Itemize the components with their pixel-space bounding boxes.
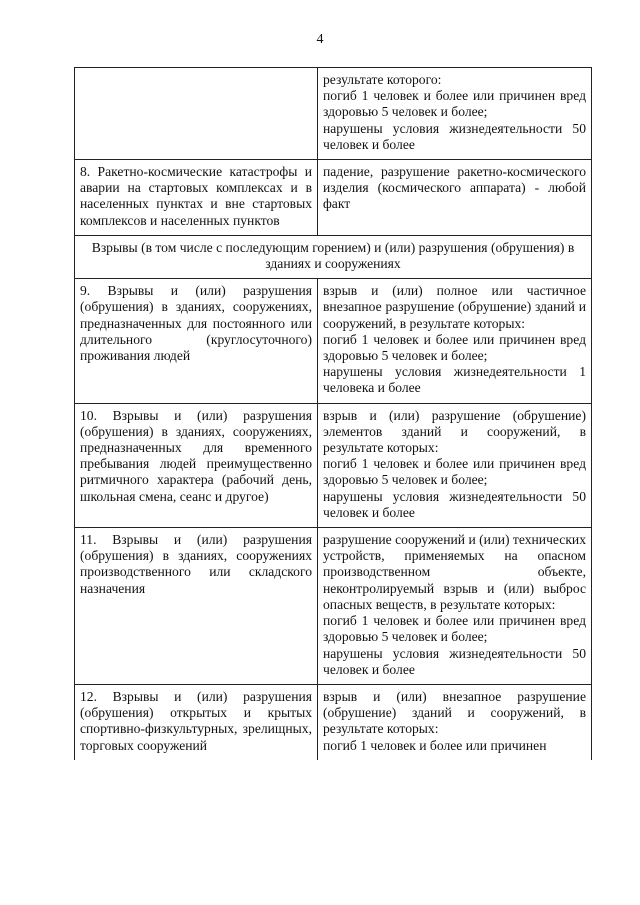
table-row: [75, 684, 592, 759]
table-row: [75, 68, 592, 160]
section-header-explosions: Взрывы (в том числе с последующим горением) и (или) разрушения (обрушения) в зданиях и сооружениях: [75, 235, 592, 278]
row-10-left-cell: 10. Взрывы и (или) разрушения (обрушения) в зданиях, сооружениях, предназначенных для временного пребывания людей преимущественно ритмичного характера (рабочий день, школьная смена, сеанс и другое): [75, 403, 318, 527]
row-9-right-line-1: взрыв и (или) полное или частичное внезапное разрушение (обрушение) зданий и сооружений, в результате которых:: [323, 283, 586, 331]
row-11-right-line-2: погиб 1 человек и более или причинен вред здоровью 5 человек и более;: [323, 613, 586, 645]
row-9-right-cell: [318, 279, 592, 403]
table-row: [75, 528, 592, 685]
row-8-left-cell: 8. Ракетно-космические катастрофы и аварии на стартовых комплексах и в населенных пунктах и вне стартовых комплексов и населенных пунктов: [75, 160, 318, 236]
row-11-right-cell: [318, 528, 592, 685]
row-12-right-line-1: взрыв и (или) внезапное разрушение (обрушение) зданий и сооружений, в результате которых:: [323, 688, 586, 737]
emergency-criteria-table: [74, 67, 592, 760]
row-12-right-line-2: погиб 1 человек и более или причинен: [323, 737, 547, 753]
row-10-right-line-2: погиб 1 человек и более или причинен вред здоровью 5 человек и более;: [323, 456, 586, 488]
row-10-right-line-1: взрыв и (или) разрушение (обрушение) элементов зданий и сооружений, в результате которых:: [323, 407, 586, 456]
row-12-left-cell: 12. Взрывы и (или) разрушения (обрушения) открытых и крытых спортивно-физкультурных, зрелищных, торговых сооружений: [75, 684, 318, 759]
section-header-row: [75, 235, 592, 278]
table-row: [75, 403, 592, 527]
row-8-right-cell: падение, разрушение ракетно-космического изделия (космического аппарата) - любой факт: [318, 160, 592, 236]
row-12-right-cell: [318, 684, 592, 759]
row-0-right-line-3: нарушены условия жизнедеятельности 50 человек и более: [323, 120, 586, 152]
row-9-right-line-2: погиб 1 человек и более или причинен вред здоровью 5 человек и более;: [323, 331, 586, 364]
row-10-right-line-3: нарушены условия жизнедеятельности 50 человек и более: [323, 488, 586, 520]
row-9-right-line-3: нарушены условия жизнедеятельности 1 человека и более: [323, 364, 586, 396]
row-0-right-line-2: погиб 1 человек и более или причинен вред здоровью 5 человек и более;: [323, 88, 586, 120]
row-0-right-line-1: результате которого:: [323, 72, 442, 87]
page-number: 4: [316, 32, 324, 47]
row-9-left-cell: 9. Взрывы и (или) разрушения (обрушения) в зданиях, сооружениях, предназначенных для постоянного или длительного (круглосуточного) проживания людей: [75, 279, 318, 403]
row-0-right-cell: [318, 68, 592, 160]
row-11-left-cell: 11. Взрывы и (или) разрушения (обрушения) в зданиях, сооружениях производственного или складского назначения: [75, 528, 318, 685]
row-10-right-cell: [318, 403, 592, 527]
table-row: [75, 160, 592, 236]
row-11-right-line-3: нарушены условия жизнедеятельности 50 человек и более: [323, 645, 586, 677]
row-11-right-line-1: разрушение сооружений и (или) технических устройств, применяемых на опасном производственном объекте, неконтролируемый взрыв и (или) выброс опасных веществ, в результате которых:: [323, 532, 586, 612]
row-0-left-cell: [75, 68, 318, 160]
table-row: [75, 279, 592, 403]
